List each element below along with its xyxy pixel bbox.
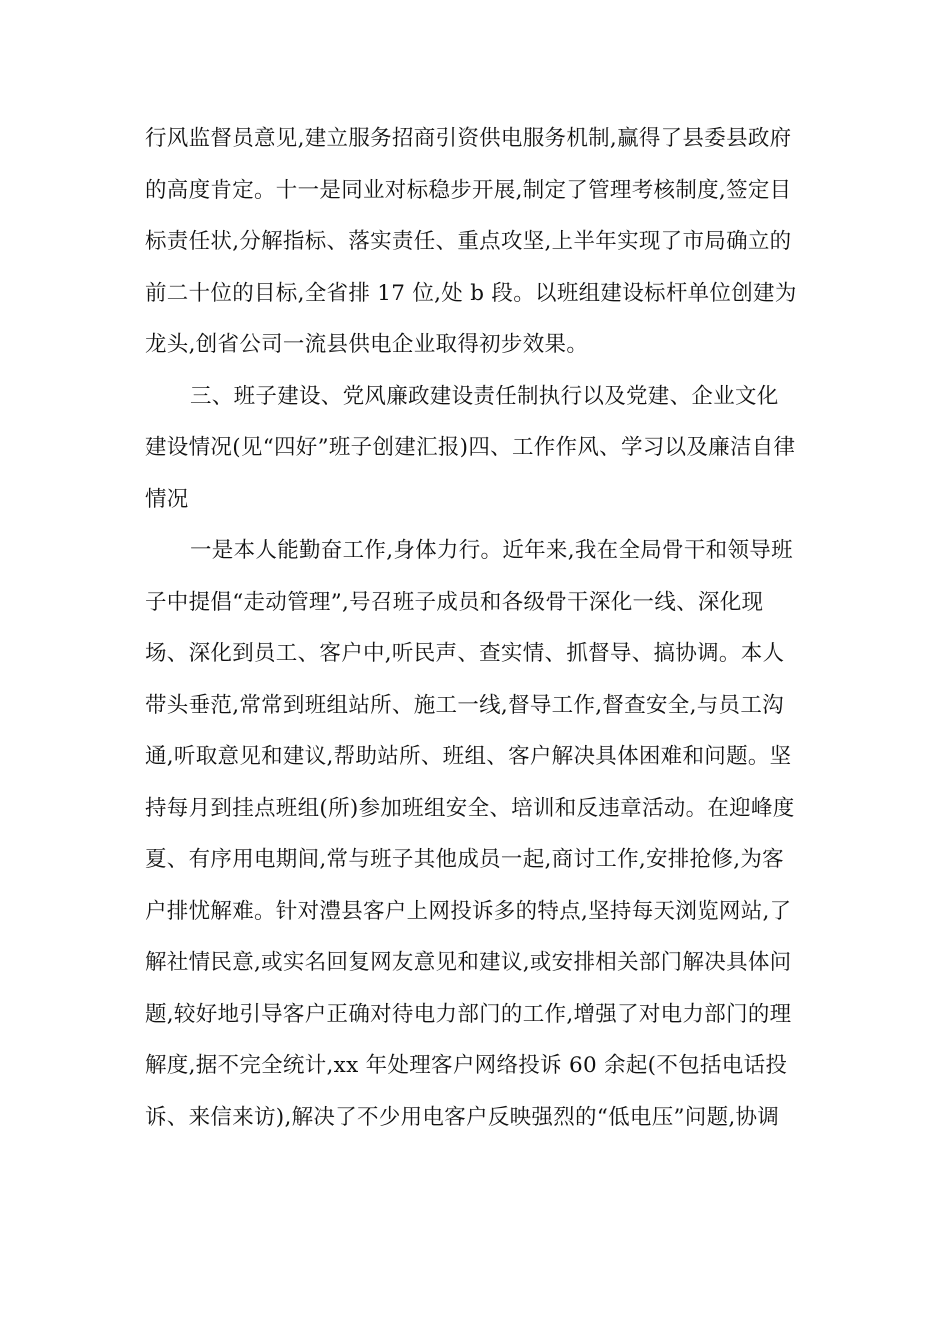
text-line: 的高度肯定。十一是同业对标稳步开展,制定了管理考核制度,签定目 (145, 178, 792, 203)
text-line: 题,较好地引导客户正确对待电力部门的工作,增强了对电力部门的理 (145, 1002, 792, 1027)
text-line: 前二十位的目标,全省排 17 位,处 b 段。以班组建设标杆单位创建为 (145, 281, 797, 306)
text-line: 行风监督员意见,建立服务招商引资供电服务机制,赢得了县委县政府 (145, 126, 792, 151)
text-line: 解社情民意,或实名回复网友意见和建议,或安排相关部门解决具体问 (145, 950, 792, 975)
text-line: 一是本人能勤奋工作,身体力行。近年来,我在全局骨干和领导班 (190, 538, 793, 563)
text-line: 情况 (145, 487, 189, 512)
text-line: 子中提倡“走动管理”,号召班子成员和各级骨干深化一线、深化现 (145, 590, 764, 615)
text-line: 带头垂范,常常到班组站所、施工一线,督导工作,督查安全,与员工沟 (145, 693, 784, 718)
text-line: 场、深化到员工、客户中,听民声、查实情、抓督导、搞协调。本人 (145, 641, 785, 666)
text-line: 标责任状,分解指标、落实责任、重点攻坚,上半年实现了市局确立的 (145, 229, 792, 254)
text-line: 通,听取意见和建议,帮助站所、班组、客户解决具体困难和问题。坚 (145, 744, 792, 769)
text-line: 解度,据不完全统计,xx 年处理客户网络投诉 60 余起(不包括电话投 (145, 1053, 788, 1078)
text-line: 建设情况(见“四好”班子创建汇报)四、工作作风、学习以及廉洁自律 (145, 435, 796, 460)
text-line: 户排忧解难。针对澧县客户上网投诉多的特点,坚持每天浏览网站,了 (145, 899, 792, 924)
text-line: 三、班子建设、党风廉政建设责任制执行以及党建、企业文化 (190, 384, 779, 409)
text-line: 诉、来信来访),解决了不少用电客户反映强烈的“低电压”问题,协调 (145, 1105, 780, 1130)
text-line: 夏、有序用电期间,常与班子其他成员一起,商讨工作,安排抢修,为客 (145, 847, 784, 872)
text-line: 持每月到挂点班组(所)参加班组安全、培训和反违章活动。在迎峰度 (145, 796, 795, 821)
text-line: 龙头,创省公司一流县供电企业取得初步效果。 (145, 332, 589, 357)
